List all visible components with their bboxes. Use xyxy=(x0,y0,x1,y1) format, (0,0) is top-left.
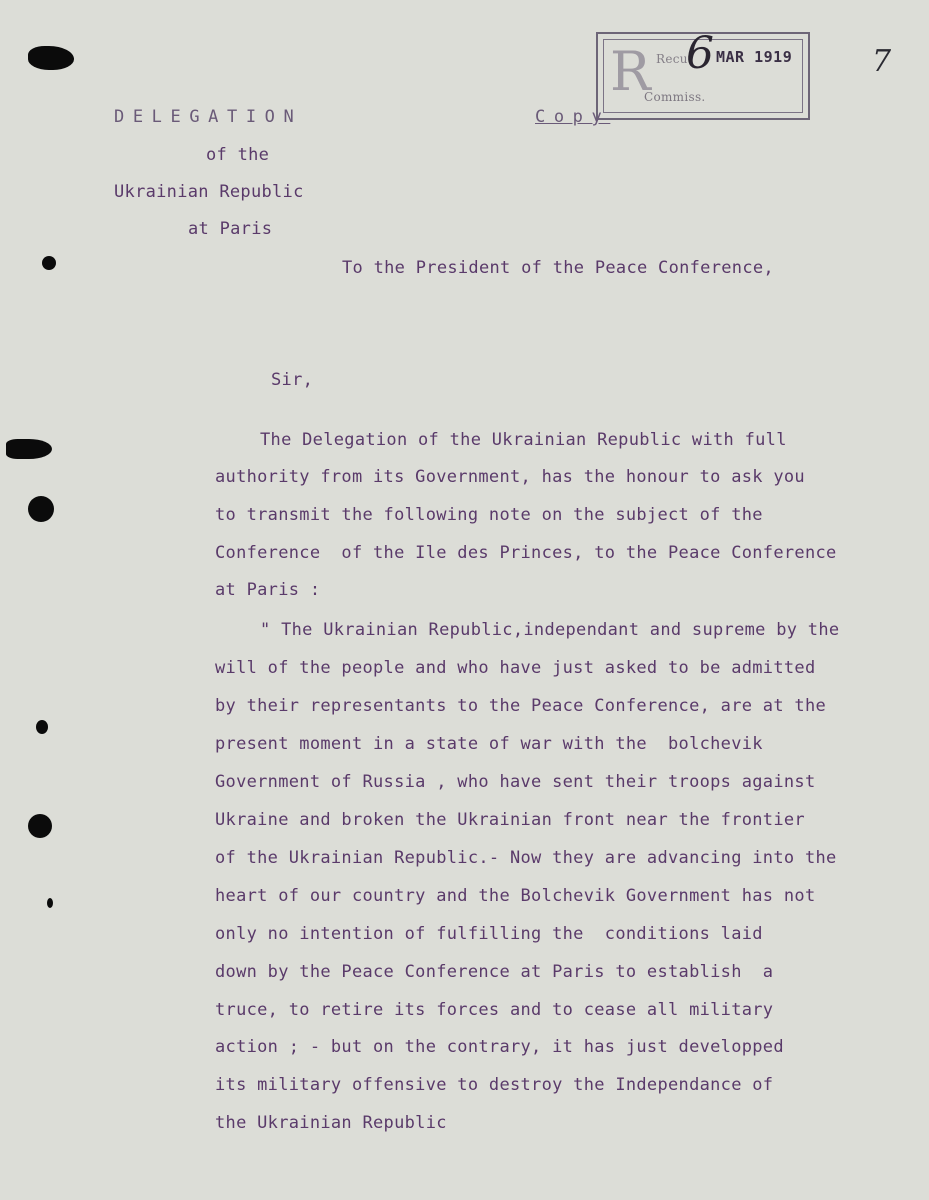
punch-hole-3 xyxy=(6,439,52,459)
punch-hole-6 xyxy=(28,814,52,838)
received-stamp xyxy=(596,28,810,120)
para2-line-13: its military offensive to destroy the Independance of xyxy=(215,1075,774,1095)
punch-hole-1 xyxy=(28,46,74,70)
para2-line-3: by their representants to the Peace Conference, are at the xyxy=(215,696,827,716)
letterhead-delegation: DELEGATION xyxy=(114,107,303,127)
para2-line-10: down by the Peace Conference at Paris to establish a xyxy=(215,962,774,982)
para2-line-6: Ukraine and broken the Ukrainian front near the frontier xyxy=(215,810,805,830)
stamp-received-text: Recu xyxy=(656,52,688,66)
stamp-letter: R xyxy=(610,40,651,103)
para1-line-2: authority from its Government, has the honour to ask you xyxy=(215,467,805,487)
para2-line-2: will of the people and who have just asked to be admitted xyxy=(215,658,816,678)
stamp-subtext: Commiss. xyxy=(644,90,706,104)
punch-hole-7 xyxy=(47,898,53,908)
para2-line-9: only no intention of fulfilling the conditions laid xyxy=(215,924,763,944)
para1-line-5: at Paris : xyxy=(215,580,321,600)
para2-line-5: Government of Russia , who have sent their troops against xyxy=(215,772,816,792)
para1-line-1: The Delegation of the Ukrainian Republic with full xyxy=(260,430,787,450)
stamp-day: 6 xyxy=(686,28,715,79)
para2-line-14: the Ukrainian Republic xyxy=(215,1113,447,1133)
para1-line-3: to transmit the following note on the subject of the xyxy=(215,505,763,525)
punch-hole-5 xyxy=(36,720,48,734)
para2-line-7: of the Ukrainian Republic.- Now they are advancing into the xyxy=(215,848,837,868)
copy-label: Copy xyxy=(535,107,611,127)
letterhead-paris: at Paris xyxy=(188,219,273,239)
punch-hole-2 xyxy=(42,256,56,270)
para2-line-1: " The Ukrainian Republic,independant and supreme by the xyxy=(260,620,840,640)
stamp-date: MAR 1919 xyxy=(716,48,793,66)
addressee-line: To the President of the Peace Conference, xyxy=(342,258,774,278)
folio-number: 7 xyxy=(872,44,892,79)
letterhead-of-the: of the xyxy=(206,145,270,165)
para1-line-4: Conference of the Ile des Princes, to the Peace Conference xyxy=(215,543,837,563)
punch-hole-4 xyxy=(28,496,54,522)
para2-line-4: present moment in a state of war with the bolchevik xyxy=(215,734,763,754)
para2-line-8: heart of our country and the Bolchevik Government has not xyxy=(215,886,816,906)
letterhead-republic: Ukrainian Republic xyxy=(114,182,304,202)
para2-line-12: action ; - but on the contrary, it has just developped xyxy=(215,1037,784,1057)
para2-line-11: truce, to retire its forces and to cease all military xyxy=(215,1000,774,1020)
salutation: Sir, xyxy=(271,370,314,390)
